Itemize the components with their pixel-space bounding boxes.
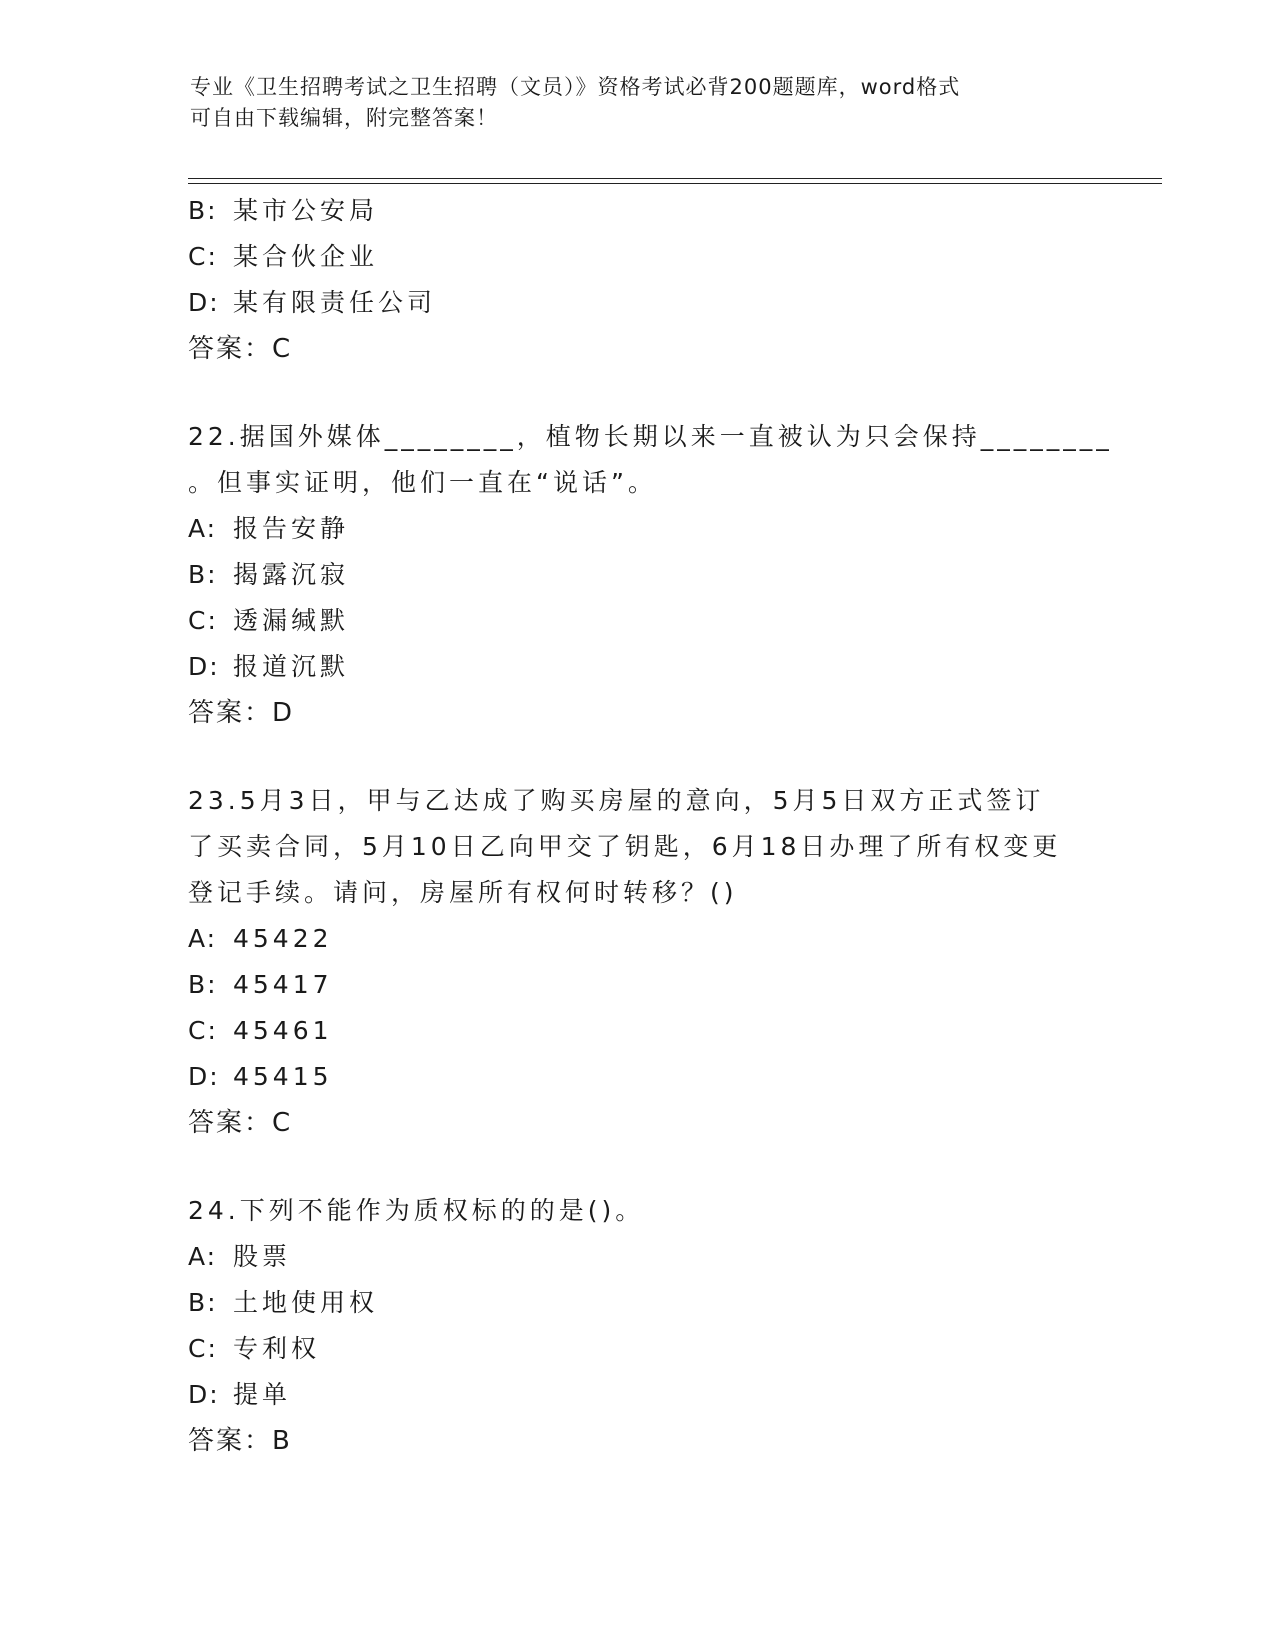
header-title-line-2: 可自由下载编辑，附完整答案！ <box>190 106 498 130</box>
option-key: D: <box>188 288 220 317</box>
option-text: 透漏缄默 <box>233 606 350 635</box>
question-22 <box>188 414 1113 736</box>
answer-line: 答案：D <box>188 698 295 728</box>
question-23 <box>188 778 1088 1146</box>
option-a <box>188 1234 1088 1280</box>
option-text: 某市公安局 <box>233 196 379 225</box>
option-key: A: <box>188 1242 218 1271</box>
spacer <box>188 372 1088 414</box>
page-header <box>190 72 1070 134</box>
option-c <box>188 1326 1088 1372</box>
option-a <box>188 916 1088 962</box>
option-key: B: <box>188 560 218 589</box>
option-key: B: <box>188 196 218 225</box>
question-stem-line: 。但事实证明，他们一直在“说话”。 <box>188 468 657 497</box>
option-text: 报道沉默 <box>233 652 350 681</box>
answer-line: 答案：C <box>188 334 293 364</box>
option-b <box>188 962 1088 1008</box>
question-21-tail <box>188 188 1088 372</box>
option-text: 揭露沉寂 <box>233 560 350 589</box>
option-key: A: <box>188 514 218 543</box>
option-text: 报告安静 <box>233 514 350 543</box>
header-divider <box>188 178 1162 184</box>
header-title-line-1: 专业《卫生招聘考试之卫生招聘（文员）》资格考试必背200题题库，word格式 <box>190 75 961 99</box>
option-text: 土地使用权 <box>233 1288 379 1317</box>
option-d <box>188 644 1088 690</box>
question-content <box>188 188 1113 1464</box>
option-b <box>188 552 1088 598</box>
answer-line: 答案：C <box>188 1108 293 1138</box>
question-stem-line: 24.下列不能作为质权标的的是()。 <box>188 1196 645 1225</box>
option-key: D: <box>188 1380 220 1409</box>
question-stem-line: 登记手续。请问，房屋所有权何时转移？() <box>188 878 738 907</box>
option-key: D: <box>188 652 220 681</box>
question-stem-line: 22.据国外媒体________，植物长期以来一直被认为只会保持________ <box>188 422 1113 451</box>
option-text: 提单 <box>233 1380 292 1409</box>
option-text: 专利权 <box>233 1334 321 1363</box>
option-c <box>188 234 1088 280</box>
question-stem-line: 23.5月3日，甲与乙达成了购买房屋的意向，5月5日双方正式签订 <box>188 786 1045 815</box>
option-key: B: <box>188 970 218 999</box>
option-key: C: <box>188 1334 218 1363</box>
option-text: 45422 <box>233 924 333 953</box>
option-text: 45461 <box>233 1016 333 1045</box>
question-stem-line: 了买卖合同，5月10日乙向甲交了钥匙，6月18日办理了所有权变更 <box>188 832 1062 861</box>
spacer <box>188 736 1088 778</box>
option-key: C: <box>188 1016 218 1045</box>
option-c <box>188 598 1088 644</box>
option-text: 45415 <box>233 1062 333 1091</box>
option-b <box>188 188 1088 234</box>
question-24 <box>188 1188 1088 1464</box>
option-b <box>188 1280 1088 1326</box>
option-key: A: <box>188 924 218 953</box>
option-c <box>188 1008 1088 1054</box>
option-key: C: <box>188 606 218 635</box>
option-key: D: <box>188 1062 220 1091</box>
option-d <box>188 1054 1088 1100</box>
option-text: 某有限责任公司 <box>233 288 437 317</box>
option-key: C: <box>188 242 218 271</box>
option-key: B: <box>188 1288 218 1317</box>
option-text: 45417 <box>233 970 333 999</box>
option-text: 股票 <box>233 1242 292 1271</box>
answer-line: 答案：B <box>188 1426 292 1456</box>
option-d <box>188 280 1088 326</box>
option-a <box>188 506 1088 552</box>
spacer <box>188 1146 1088 1188</box>
option-d <box>188 1372 1088 1418</box>
option-text: 某合伙企业 <box>233 242 379 271</box>
